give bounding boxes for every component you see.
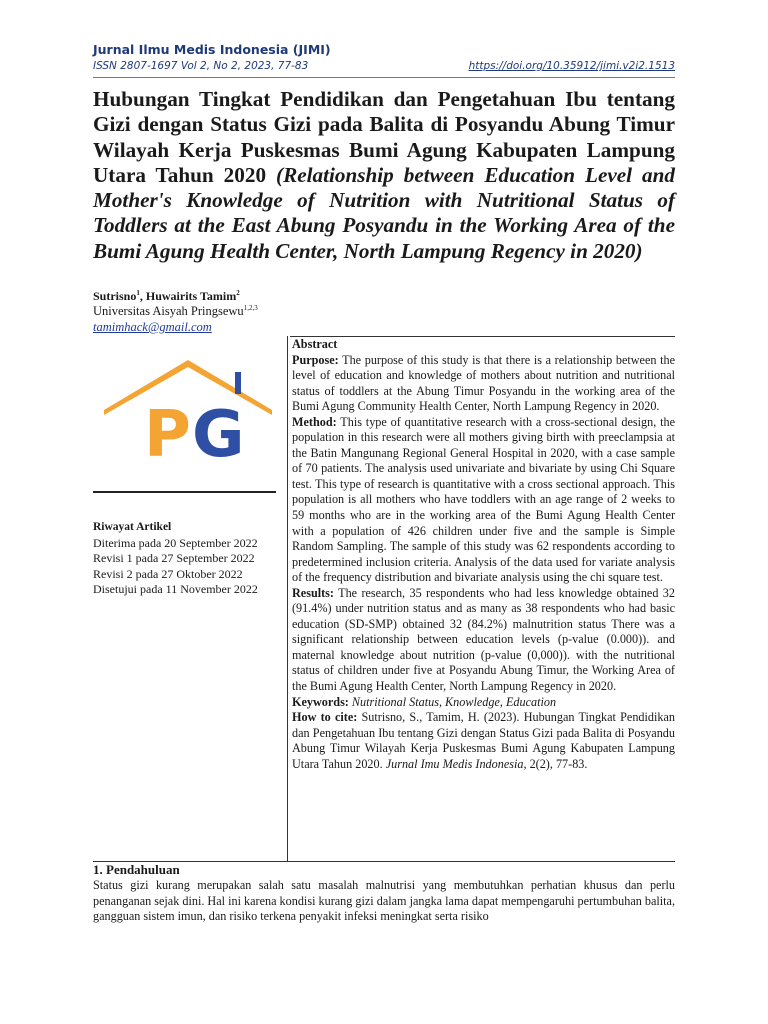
section-body: Status gizi kurang merupakan salah satu masalah malnutrisi yang membutuhkan perhatian khusus dan perlu penanganan sejak dini. Hal ini karena kondisi kurang gizi dalam jangka lama dapat mempengaruhi pertumbuhan balita, gangguan sistem imun, dan risiko terkena penyakit infeksi meningkat serta risiko — [93, 878, 675, 924]
history-heading: Riwayat Artikel — [93, 521, 172, 533]
method-text: This type of quantitative research with a cross-sectional design, the population in this research were all mothers giving birth with preeclampsia at the Batin Mangunang Regional General Hospital in 2020, with a case sample of 70 patients. The analysis used univariate and bivariate by using Chi Square test. This type of research is quantitative with a cross sectional approach. This population is all mothers who have toddlers with an age range of 2 weeks to 59 months who are in the working area of the Bumi Agung Health Center with a population of 426 children under five and the sample is Simple Random Sampling. The sample of this study was 62 respondents according to predetermined inclusion criteria. Analysis of the data used for variate analysis of the frequency distribution and bivariate analysis using the chi square test. — [292, 414, 675, 585]
history-accepted: Disetujui pada 11 November 2022 — [93, 582, 258, 596]
cite-text: Sutrisno, S., Tamim, H. (2023). Hubungan Tingkat Pendidikan dan Pengetahuan Ibu tentang Gizi dengan Status Gizi pada Balita di Posyandu Abung Timur Wilayah Kerja Puskesmas Bumi Agung Kabupaten Lampung Utara Tahun 2020. — [292, 710, 675, 771]
title-indonesian: Hubungan Tingkat Pendidikan dan Pengetahuan Ibu tentang Gizi dengan Status Gizi pada Balita di Posyandu Abung Timur Wilayah Kerja Puskesmas Bumi Agung Kabupaten Lampung Utara Tahun 2020 — [93, 87, 675, 187]
journal-logo — [104, 358, 272, 464]
method-label: Method: — [292, 414, 337, 429]
author-list — [93, 289, 240, 304]
affiliation-sup: 1,2,3 — [243, 303, 258, 312]
keywords-text: Nutritional Status, Knowledge, Education — [351, 694, 557, 709]
cite-journal: Jurnal Imu Medis Indonesia — [385, 756, 524, 771]
purpose-text: The purpose of this study is that there is a relationship between the level of education and knowledge of mothers about nutrition and nutritional status of toddlers at the Abung Timur Posyandu in the working area of the Bumi Agung Community Health Center, North Lampung Regency in 2020. — [292, 352, 675, 414]
abstract-purpose — [292, 353, 675, 415]
article-title — [93, 87, 675, 264]
history-received: Diterima pada 20 September 2022 — [93, 535, 258, 550]
abstract-results — [292, 586, 675, 695]
abstract-citation — [292, 710, 675, 772]
logo-chimney — [235, 372, 241, 394]
keywords-label: Keywords: — [292, 694, 349, 709]
author-2-sup: 2 — [236, 289, 240, 297]
author-1-sup: 1 — [136, 289, 140, 297]
author-email[interactable]: tamimhack@gmail.com — [93, 320, 212, 334]
logo-letter-g: G — [192, 398, 245, 464]
abstract — [292, 337, 675, 772]
doi-link[interactable]: https://doi.org/10.35912/jimi.v2i2.1513 — [468, 60, 675, 72]
cite-label: How to cite: — [292, 710, 358, 725]
issn-volume: ISSN 2807-1697 Vol 2, No 2, 2023, 77-83 — [93, 60, 309, 72]
article-history — [93, 520, 283, 598]
logo-letter-p: P — [144, 398, 191, 464]
author-separator: , — [139, 289, 146, 303]
journal-name: Jurnal Ilmu Medis Indonesia (JIMI) — [93, 42, 331, 57]
author-1: Sutrisno — [93, 289, 137, 303]
author-2: Huwairits Tamim — [145, 289, 237, 303]
affiliation-name: Universitas Aisyah Pringsewu — [93, 304, 244, 318]
logo-divider — [93, 491, 276, 493]
section-heading: 1. Pendahuluan — [93, 862, 180, 877]
cite-end: , 2(2), 77-83. — [523, 756, 588, 771]
abstract-keywords — [292, 695, 675, 711]
abstract-bottom-divider — [93, 861, 675, 862]
history-revision-1: Revisi 1 pada 27 September 2022 — [93, 551, 255, 565]
column-divider — [287, 336, 288, 862]
results-label: Results: — [292, 585, 334, 600]
title-english: (Relationship between Education Level and Mother's Knowledge of Nutrition with Nutritional Status of Toddlers at the East Abung Posyandu in the Working Area of the Bumi Agung Health Center, North Lampung Regency in 2020) — [93, 162, 676, 263]
results-text: The research, 35 respondents who had less knowledge obtained 32 (91.4%) under nutrition status and as many as 38 respondents who had basic education (SD-SMP) obtained 32 (84.2%) malnutrition status There was a significant relationship between education levels (p-value (0.000)). and maternal knowledge about nutrition (p-value (0,000)). with the nutritional status of children under five at Posyandu Abung Timur, the Working Area of the Bumi Agung Health Center, North Lampung Regency in 2020. — [292, 585, 675, 694]
purpose-label: Purpose: — [292, 352, 339, 367]
abstract-method — [292, 415, 675, 586]
header-divider — [93, 77, 675, 78]
abstract-heading: Abstract — [292, 337, 338, 351]
affiliation — [93, 304, 258, 319]
history-revision-2: Revisi 2 pada 27 Oktober 2022 — [93, 566, 243, 581]
